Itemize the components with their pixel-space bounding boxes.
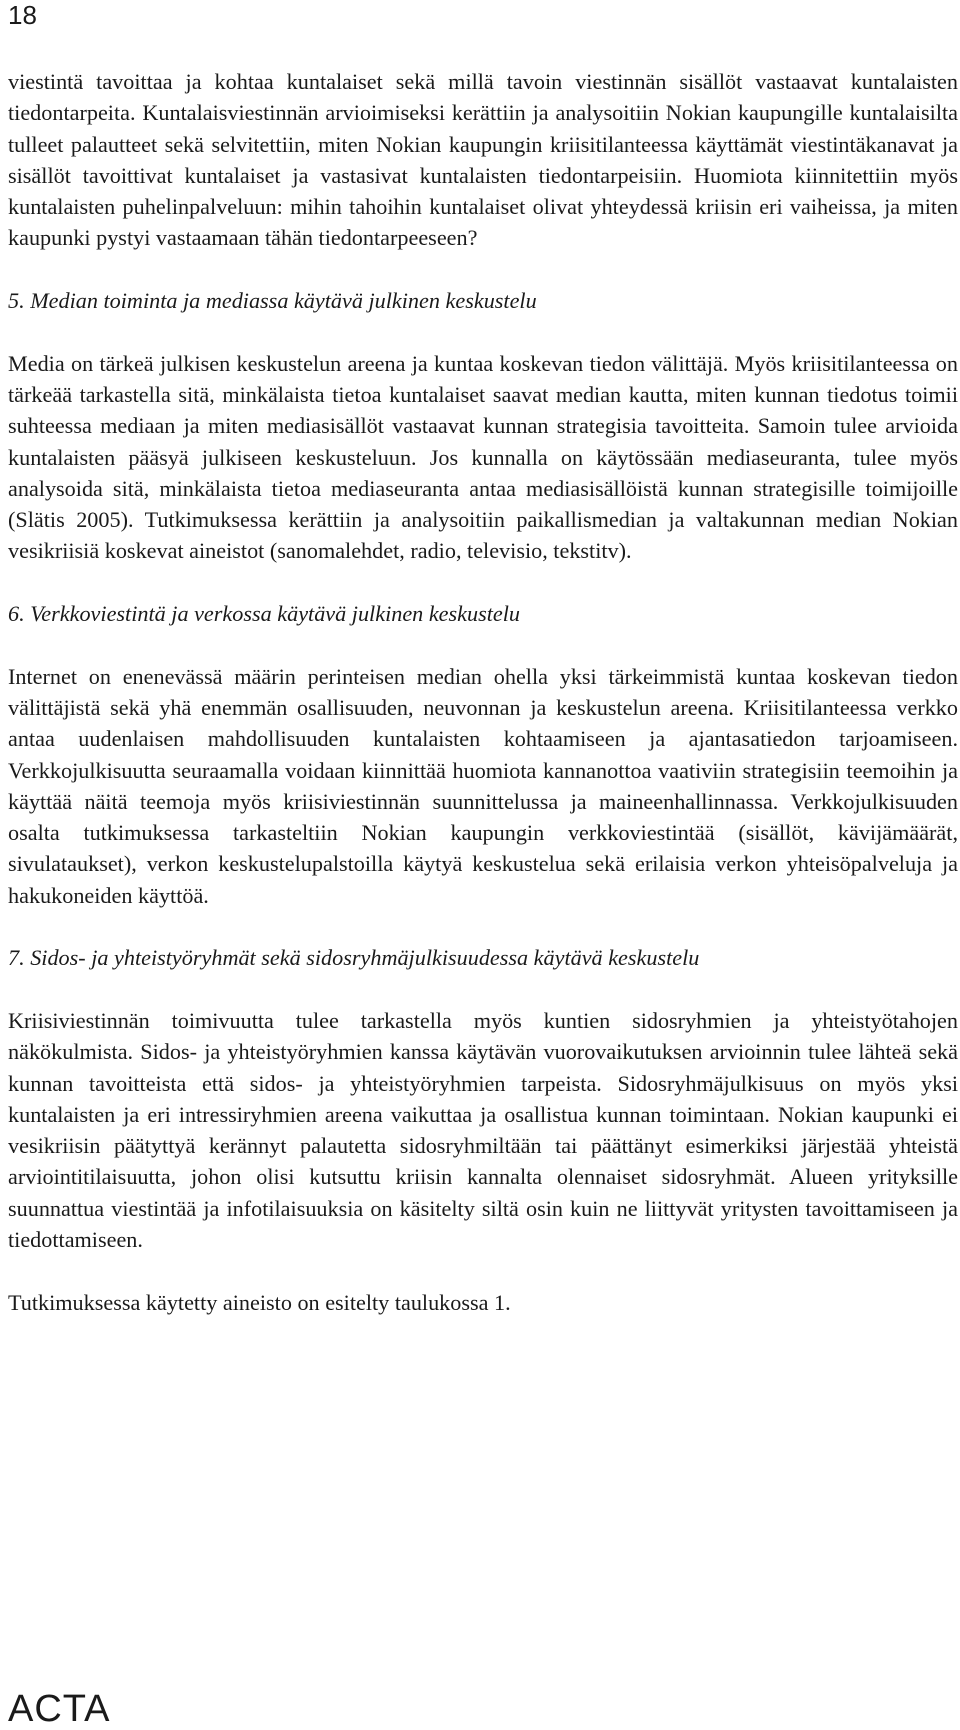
section-heading: 6. Verkkoviestintä ja verkossa käytävä julkinen keskustelu [8, 601, 520, 627]
section-paragraph: Internet on enenevässä määrin perinteisen median ohella yksi tärkeimmistä kuntaa koskevan tiedon välittäjistä sekä yhä enemmän osallisuuden, neuvonnan ja keskustelun areena. Kriisitilanteessa verkko antaa uudenlaisen mahdollisuuden kuntalaisten kohtaamiseen ja ajantasatiedon tarjoamiseen. Verkkojulkisuutta seuraamalla voidaan kiinnittää huomiota kannanottoa vaativiin strategisiin teemoihin ja käyttää näitä teemoja myös kriisiviestinnän suunnittelussa ja maineenhallinnassa. Verkkojulkisuuden osalta tutkimuksessa tarkasteltiin Nokian kaupungin verkkoviestintää (sisällöt, kävijämäärät, sivulataukset), verkon keskustelupalstoilla käytyä keskustelua sekä erilaisia verkon yhteisöpalveluja ja hakukoneiden käyttöä. [8, 663, 958, 908]
section-7 [8, 942, 958, 1255]
closing-paragraph: Tutkimuksessa käytetty aineisto on esitelty taulukossa 1. [8, 1289, 511, 1315]
document-body [8, 66, 958, 1318]
closing-section [8, 1287, 958, 1318]
footer-series-label: ACTA [8, 1688, 111, 1730]
section-paragraph: Media on tärkeä julkisen keskustelun areena ja kuntaa koskevan tiedon välittäjä. Myös kriisitilanteessa on tärkeää tarkastella sitä, minkälaista tietoa kuntalaiset saavat median kautta, miten kunnan tiedotus toimii suhteessa mediaan ja miten mediasisällöt vastaavat kunnan strategisia tavoitteita. Samoin tulee arvioida kuntalaisten pääsyä julkiseen keskusteluun. Jos kunnalla on käytössään mediaseuranta, tulee myös analysoida sitä, minkälaista tietoa mediaseuranta antaa mediasisällöistä kunnan strategisille toimijoille (Slätis 2005). Tutkimuksessa kerättiin ja analysoitiin paikallismedian ja valtakunnan median Nokian vesikriisiä koskevat aineistot (sanomalehdet, radio, televisio, tekstitv). [8, 350, 958, 564]
page-number: 18 [8, 0, 37, 30]
intro-paragraph: viestintä tavoittaa ja kohtaa kuntalaiset sekä millä tavoin viestinnän sisällöt vastaavat kuntalaisten tiedontarpeita. Kuntalaisviestinnän arvioimiseksi kerättiin ja analysoitiin Nokian kaupungille kuntalaisilta tulleet palautteet sekä selvitettiin, miten Nokian kaupungin kriisitilanteessa käyttämät viestintäkanavat ja sisällöt tavoittivat kuntalaiset ja vastasivat kuntalaisten tiedontarpeisiin. Huomiota kiinnitettiin myös kuntalaisten puhelinpalveluun: mihin tahoihin kuntalaiset olivat yhteydessä kriisin eri vaiheissa, ja miten kaupunki pystyi vastaamaan tähän tiedontarpeeseen? [8, 69, 958, 251]
section-heading: 5. Median toiminta ja mediassa käytävä julkinen keskustelu [8, 288, 537, 314]
section-6 [8, 598, 958, 911]
section-heading: 7. Sidos- ja yhteistyöryhmät sekä sidosryhmäjulkisuudessa käytävä keskustelu [8, 945, 700, 971]
section-5 [8, 285, 958, 567]
section-paragraph: Kriisiviestinnän toimivuutta tulee tarkastella myös kuntien sidosryhmien ja yhteistyötahojen näkökulmista. Sidos- ja yhteistyöryhmien kanssa käytävän vuorovaikutuksen arvioinnin tulee lähteä sekä kunnan tavoitteista että sidos- ja yhteistyöryhmien tarpeista. Sidosryhmäjulkisuus on myös yksi kuntalaisten ja eri intressiryhmien areena vaikuttaa ja osallistua kunnan toimintaan. Nokian kaupunki ei vesikriisin päätyttyä kerännyt palautetta sidosryhmiltään tai päättänyt esimerkiksi järjestää yhteistä arviointitilaisuutta, johon olisi kutsuttu kriisin kannalta olennaiset sidosryhmät. Alueen yrityksille suunnattua viestintää ja infotilaisuuksia on käsitelty siltä osin kuin ne liittyvät yritysten tavoittamiseen ja tiedottamiseen. [8, 1007, 958, 1252]
